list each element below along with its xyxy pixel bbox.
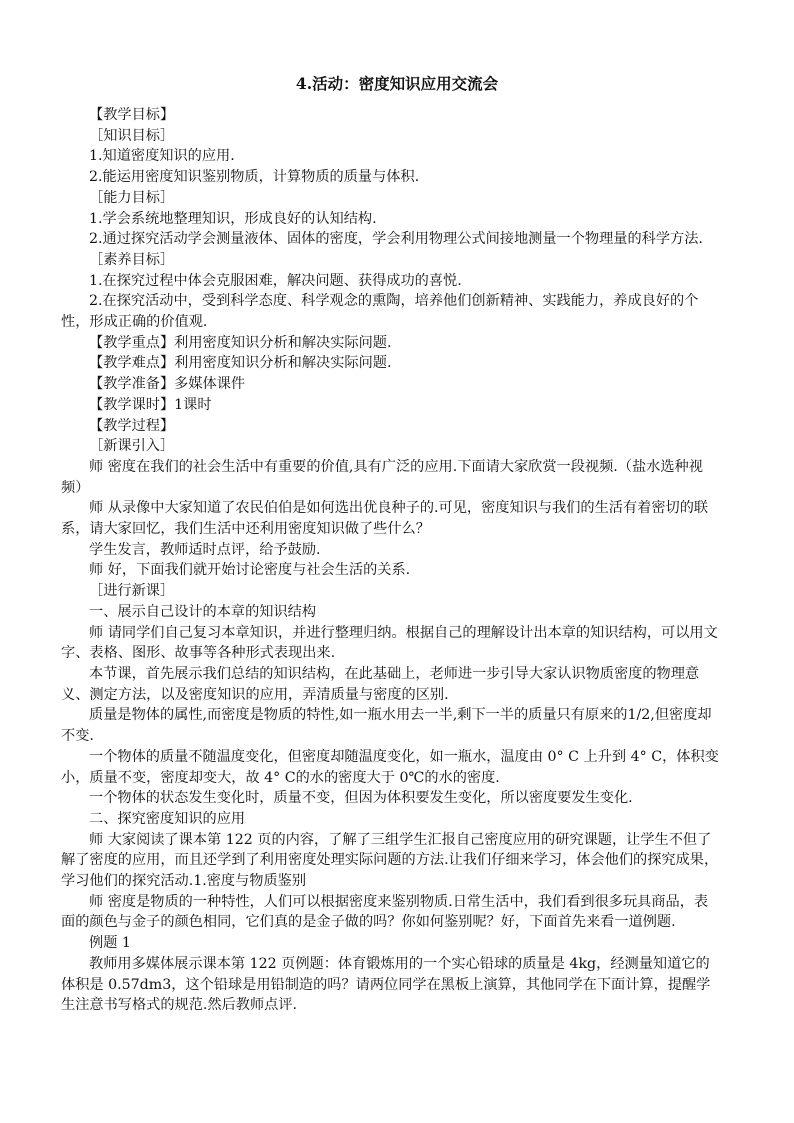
page-title: 4.活动：密度知识应用交流会 [295, 74, 499, 93]
paragraph: 2.通过探究活动学会测量液体、固体的密度，学会利用物理公式间接地测量一个物理量的科学方法. [89, 231, 703, 248]
document-body [61, 105, 719, 1016]
paragraph: 二、探究密度知识的应用 [89, 810, 246, 827]
paragraph: 2.在探究活动中，受到科学态度、科学观念的熏陶，培养他们创新精神、实践能力，养成良好的个性，形成正确的价值观. [61, 293, 699, 331]
paragraph: ［知识目标］ [89, 127, 175, 144]
paragraph: 1.知道密度知识的应用. [89, 148, 235, 165]
paragraph: ［能力目标］ [89, 189, 175, 206]
paragraph: ［新课引入］ [89, 438, 175, 455]
paragraph: 一个物体的状态发生变化时，质量不变，但因为体积要发生变化，所以密度要发生变化. [89, 790, 633, 807]
paragraph: 【教学难点】利用密度知识分析和解决实际问题. [89, 355, 392, 372]
paragraph: 【教学过程】 [89, 417, 175, 434]
paragraph: 师 密度在我们的社会生活中有重要的价值,具有广泛的应用.下面请大家欣赏一段视频.（盐水选种视频） [61, 458, 703, 496]
paragraph: 质量是物体的属性,而密度是物质的特性,如一瓶水用去一半,剩下一半的质量只有原来的1/2,但密度却不变. [61, 707, 712, 745]
paragraph: 【教学目标】 [89, 107, 175, 123]
paragraph: 师 密度是物质的一种特性，人们可以根据密度来鉴别物质.日常生活中，我们看到很多玩具商品，表面的颜色与金子的颜色相同，它们真的是金子做的吗？你如何鉴别呢？好，下面首先来看一道例题. [61, 893, 709, 931]
paragraph: 师 从录像中大家知道了农民伯伯是如何选出优良种子的.可见，密度知识与我们的生活有着密切的联系，请大家回忆，我们生活中还利用密度知识做了些什么？ [61, 500, 709, 538]
paragraph: 师 大家阅读了课本第 122 页的内容，了解了三组学生汇报自己密度应用的研究课题，让学生不但了解了密度的应用，而且还学到了利用密度处理实际问题的方法.让我们仔细来学习，体会他们的探究成果，学习他们的探究活动.1.密度与物质鉴别 [61, 831, 719, 890]
paragraph: 例题 1 [89, 935, 131, 952]
paragraph: 【教学重点】利用密度知识分析和解决实际问题. [89, 334, 392, 351]
paragraph: 本节课，首先展示我们总结的知识结构，在此基础上，老师进一步引导大家认识物质密度的物理意义、测定方法，以及密度知识的应用，弄清质量与密度的区别. [61, 665, 700, 703]
paragraph: 师 请同学们自己复习本章知识，并进行整理归纳。根据自己的理解设计出本章的知识结构，可以用文字、表格、图形、故事等各种形式表现出来. [61, 624, 718, 662]
paragraph: 1.在探究过程中体会克服困难，解决问题、获得成功的喜悦. [89, 272, 462, 289]
paragraph: 【教学课时】1课时 [89, 396, 212, 413]
paragraph: 一个物体的质量不随温度变化，但密度却随温度变化，如一瓶水，温度由 0° C 上升到 4° C，体积变小，质量不变，密度却变大，故 4° C的水的密度大于 0℃的水的密度. [61, 748, 719, 786]
paragraph: 教师用多媒体展示课本第 122 页例题：体育锻炼用的一个实心铅球的质量是 4kg，经测量知道它的体积是 0.57dm3，这个铅球是用铅制造的吗？请两位同学在黑板上演算，其他同学在下面计算，提醒学生注意书写格式的规范.然后教师点评. [61, 955, 711, 1014]
paragraph: ［素养目标］ [89, 251, 175, 268]
paragraph: 【教学准备】多媒体课件 [89, 376, 246, 393]
paragraph: 师 好，下面我们就开始讨论密度与社会生活的关系. [89, 562, 411, 579]
paragraph: 2.能运用密度知识鉴别物质，计算物质的质量与体积. [89, 169, 420, 186]
paragraph: 1.学会系统地整理知识，形成良好的认知结构. [89, 210, 377, 227]
paragraph: 一、展示自己设计的本章的知识结构 [89, 603, 317, 620]
paragraph: 学生发言，教师适时点评，给予鼓励. [89, 541, 321, 558]
paragraph: ［进行新课］ [89, 583, 175, 600]
